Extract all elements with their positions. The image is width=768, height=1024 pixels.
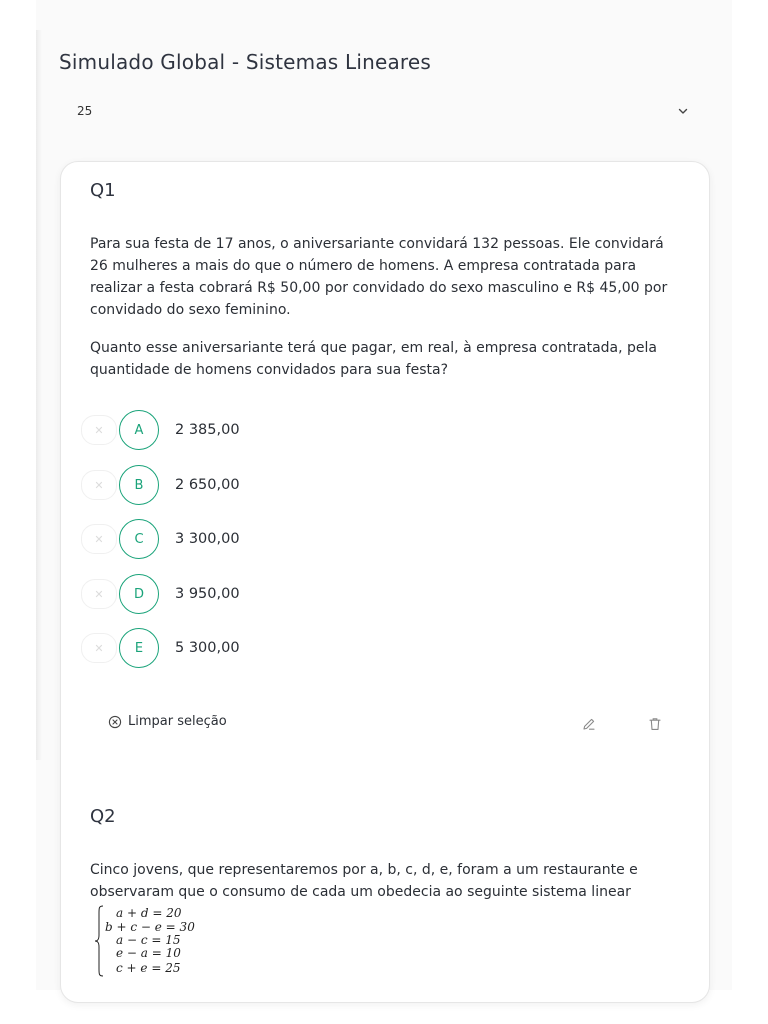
alternative-c [81,518,481,560]
x-icon[interactable]: ✕ [81,633,117,663]
alternative-c-button[interactable]: C [119,519,159,559]
alternative-d-button[interactable]: D [119,574,159,614]
alternative-e-text: 5 300,00 [175,640,240,656]
question-title-q2: Q2 [90,806,116,827]
select-value: 25 [77,104,93,118]
x-circle-icon [108,715,122,729]
clear-selection-button[interactable] [108,714,227,729]
alternative-e [81,627,481,669]
pencil-icon[interactable] [581,716,597,732]
x-icon[interactable]: ✕ [81,524,117,554]
questions-card [60,161,710,1003]
alternative-b [81,464,481,506]
alternative-a-text: 2 385,00 [175,422,240,438]
question-prompt: Quanto esse aniversariante terá que pagar, em real, à empresa contratada, pela quantidade de homens convidados para sua festa? [90,340,657,378]
page-title: Simulado Global - Sistemas Lineares [59,50,432,74]
question-statement-q2: Cinco jovens, que representaremos por a, b, c, d, e, foram a um restaurante e observaram que o consumo de cada um obedecia ao seguinte sistema linear [90,862,638,900]
alternative-c-text: 3 300,00 [175,531,240,547]
chevron-down-icon [676,104,690,118]
x-icon[interactable]: ✕ [81,579,117,609]
question-count-select[interactable] [60,96,700,126]
x-icon[interactable]: ✕ [81,470,117,500]
alternative-d [81,573,481,615]
alternative-d-text: 3 950,00 [175,586,240,602]
alternative-b-button[interactable]: B [119,465,159,505]
question-statement: Para sua festa de 17 anos, o aniversariante convidará 132 pessoas. Ele convidará 26 mulheres a mais do que o número de homens. A empresa contratada para realizar a festa cobrará R$ 50,00 por convidado do sexo masculino e R$ 45,00 por convidado do sexo feminino. [90,236,668,318]
system-equation: a − c = 15 [116,933,181,947]
clear-selection-label: Limpar seleção [128,714,227,729]
system-equation: e − a = 10 [116,946,181,960]
brace-symbol [94,905,104,977]
system-equation: c + e = 25 [116,961,181,975]
system-equation: b + c − e = 30 [105,920,195,934]
x-icon[interactable]: ✕ [81,415,117,445]
question-title-q1: Q1 [90,180,116,201]
alternative-a [81,409,481,451]
linear-system [90,905,210,983]
alternative-b-text: 2 650,00 [175,477,240,493]
system-equation: a + d = 20 [116,906,182,920]
alternative-e-button[interactable]: E [119,628,159,668]
question-actions [108,714,668,738]
alternative-a-button[interactable]: A [119,410,159,450]
trash-icon[interactable] [647,716,663,732]
